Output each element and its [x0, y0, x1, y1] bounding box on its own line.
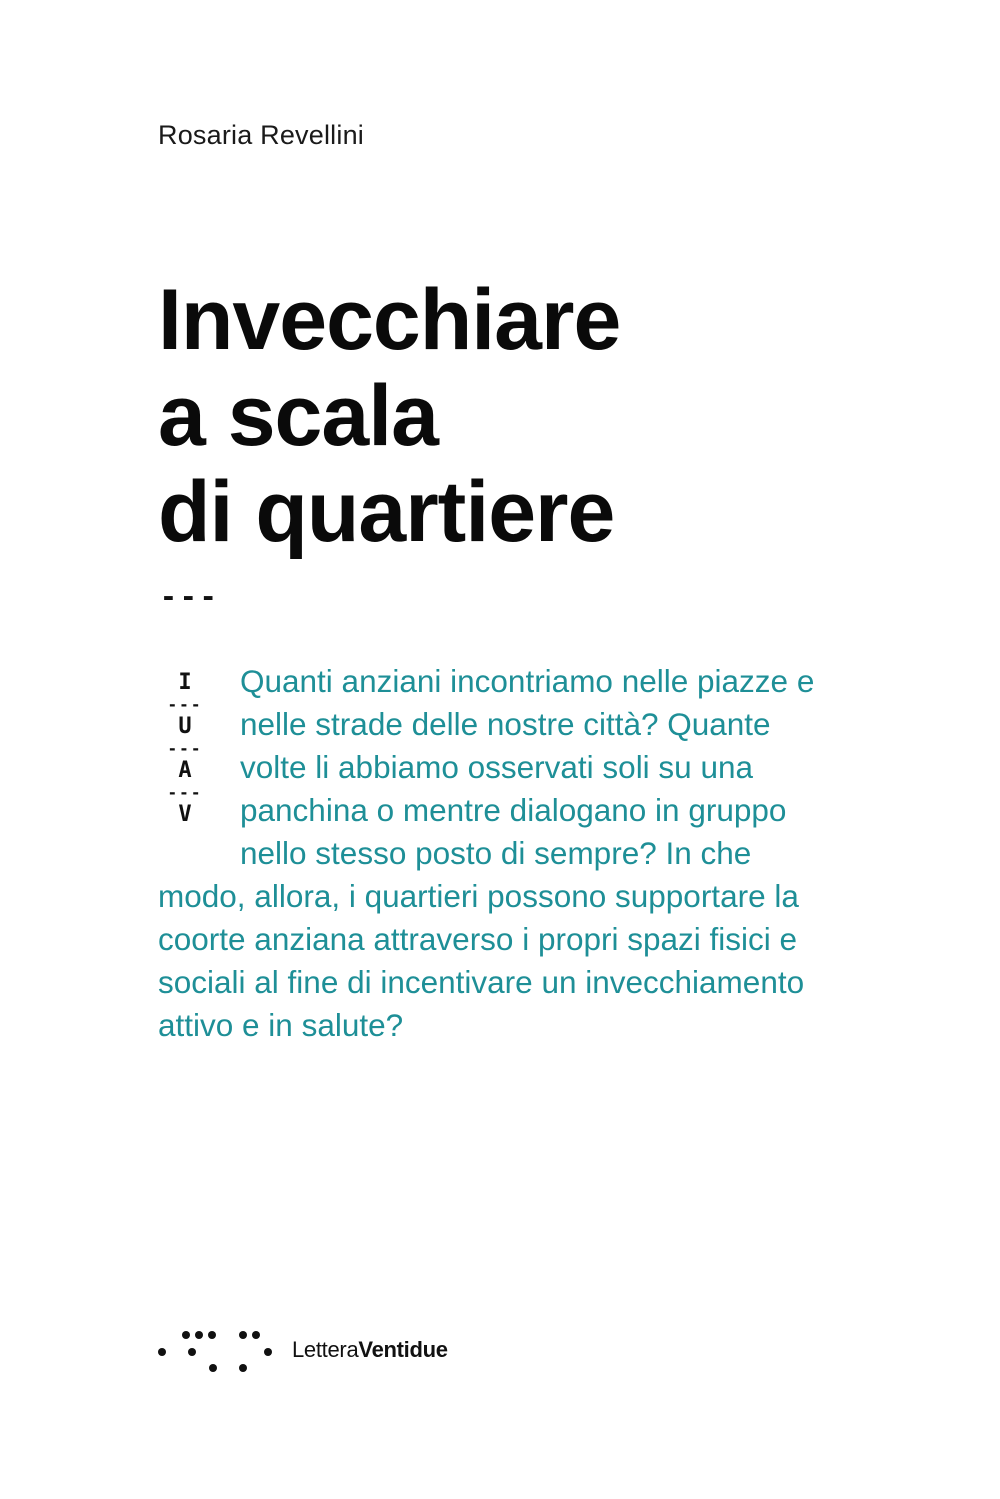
iuav-letter-u: U [178, 714, 192, 739]
publisher-name-bold: Ventidue [358, 1337, 448, 1362]
iuav-letter-i: I [178, 670, 192, 695]
title-line-1: Invecchiare [158, 272, 621, 368]
blurb-text: Quanti anziani incontriamo nelle piazze e nelle strade delle nostre città? Quante volte li abbiamo osservati soli su una panchina o mentre dialogano in gruppo nello stesso posto di sempre? In che modo, allora, i quartieri possono supportare la coorte anziana attraverso i propri spazi fisici e sociali al fine di incentivare un invecchiamento attivo e in salute? [158, 663, 815, 1043]
title-divider: --- [160, 580, 220, 613]
title-line-2: a scala [158, 368, 438, 464]
iuav-separator: --- [167, 783, 203, 802]
title-line-3: di quartiere [158, 464, 615, 560]
book-title [158, 272, 620, 560]
publisher-name [292, 1337, 448, 1363]
dot-pattern-logo-icon [158, 1328, 286, 1372]
cover-blurb [158, 660, 838, 1047]
publisher-logo [158, 1328, 448, 1372]
blurb-indent-spacer [158, 660, 240, 875]
iuav-separator: --- [167, 739, 203, 758]
iuav-letter-a: A [178, 758, 192, 783]
author-name: Rosaria Revellini [158, 120, 364, 150]
publisher-name-light: Lettera [292, 1337, 359, 1362]
iuav-separator: --- [167, 695, 203, 714]
iuav-letter-v: V [178, 802, 192, 827]
